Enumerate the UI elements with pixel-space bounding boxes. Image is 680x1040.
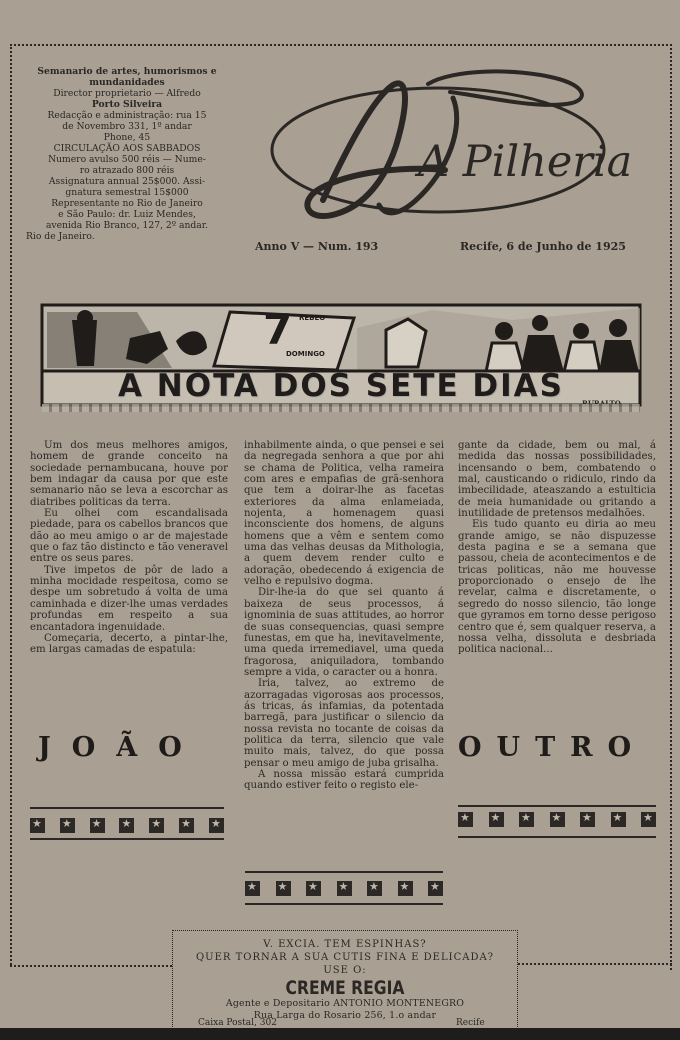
issue-number: Anno V — Num. 193	[255, 240, 379, 253]
star-ornament-icon	[90, 818, 105, 833]
dotted-border-top	[10, 44, 672, 46]
star-ornament-icon	[306, 881, 321, 896]
star-ornament-icon	[428, 881, 443, 896]
ad-agent-text: Agente e Depositario ANTONIO MONTENEGRO	[225, 998, 465, 1009]
star-ornament-icon	[489, 812, 504, 827]
ad-city: Recife	[456, 1018, 485, 1028]
star-ornament-icon	[580, 812, 595, 827]
masthead-line: Numero avulso 500 réis — Nume-	[48, 154, 206, 165]
masthead-info	[26, 66, 228, 242]
creme-regia-ad	[172, 930, 518, 1029]
masthead-line: avenida Rio Branco, 127, 2º andar.	[45, 220, 209, 231]
ornament-rule	[30, 807, 224, 809]
article-column-1	[30, 440, 228, 656]
star-ornament-icon	[245, 881, 260, 896]
article-paragraph: inhabilmente ainda, o que pensei e sei da negregada senhora a que por ahi se chama de Politica, velha rameira com ares e empafias de grã-senhora que tem a doirar-lhe as facetas exteriores da alma enlameiada, nojenta, a homenagem quasi inconsciente dos homens, de alguns homens que a vêm e sentem como uma das velhas deusas da Mithologia, a quem devem render culto e adoração, obedecendo á exigencia de velho e repulsivo dogma.	[244, 440, 444, 588]
star-ornament-icon	[179, 818, 194, 833]
star-ornament-icon	[209, 818, 224, 833]
ornament-rule	[245, 903, 443, 905]
star-ornament-icon	[149, 818, 164, 833]
article-column-2	[244, 440, 444, 792]
article-paragraph: Eis tudo quanto eu diria ao meu grande amigo, se não dispuzesse desta pagina e se a semana que passou, cheia de acontecimentos e de tricas politicas, não me houvesse proporcionado o ensejo de lhe revelar, calma e discretamente, o segredo do nosso silencio, tão longe que gyramos em torno desse perigoso centro que é, sem qualquer reserva, a nossa velha, dissoluta e desbriada politica nacional...	[458, 519, 656, 656]
article-column-3	[458, 440, 656, 656]
ornament-rule	[458, 836, 656, 838]
logo-title: A Pilheria	[418, 137, 633, 187]
signature-joao: JOÃO	[38, 732, 203, 763]
article-paragraph: Tive impetos de pôr de lado a minha mocidade respeitosa, como se despe um sobretudo á volta de uma caminhada e dizer-lhe umas verdades profundas em respeito a sua encantadora ingenuidade.	[30, 564, 228, 633]
masthead-line: CIRCULAÇÃO AOS SABBADOS	[53, 143, 201, 154]
masthead-line: Redacção e administração: rua 15	[47, 110, 207, 121]
masthead-line: Porto Silveira	[91, 99, 163, 110]
scan-bottom-band	[0, 1028, 680, 1040]
section-title: A NOTA DOS SETE DIAS	[117, 368, 564, 404]
masthead-line: Rio de Janeiro.	[26, 231, 95, 242]
star-ornament-icon	[119, 818, 134, 833]
star-ornament-row-center	[245, 881, 443, 896]
star-ornament-icon	[458, 812, 473, 827]
star-ornament-row-right	[458, 812, 656, 827]
star-ornament-icon	[550, 812, 565, 827]
ad-use-text: USE O:	[323, 965, 367, 976]
masthead-line: ro atrazado 800 réis	[79, 165, 175, 176]
publication-logo	[268, 58, 633, 238]
ad-brand-name: CREME REGIA	[285, 977, 405, 999]
article-paragraph: Um dos meus melhores amigos, homem de grande conceito na sociedade pernambucana, houve por bem indagar da causa por que este semanario não se leva a escorchar as diatribes politicas da terra.	[30, 440, 228, 508]
calendar-word-bottom: DOMINGO	[286, 350, 325, 358]
star-ornament-icon	[519, 812, 534, 827]
banner-number: 7	[263, 305, 293, 354]
ornament-rule	[30, 838, 224, 840]
star-ornament-icon	[641, 812, 656, 827]
masthead-line: Assignatura annual 25$000. Assi-	[48, 176, 206, 187]
ad-address-text: Rua Larga do Rosario 256, 1.o andar	[253, 1010, 437, 1021]
dotted-border-right	[670, 44, 672, 970]
masthead-line: mundanidades	[89, 77, 165, 88]
star-ornament-icon	[337, 881, 352, 896]
article-paragraph: Dir-lhe-ia do que sei quanto á baixeza de seus processos, á ignominia de suas attitudes, ao horror de suas consequencias, quasi sempre funestas, em que ha, inevitavelmente, uma queda irremediavel, uma queda fragorosa, aniquiladora, tombando sempre a vida, o caracter ou a honra.	[244, 587, 444, 678]
signature-outro: OUTRO	[458, 732, 647, 763]
calendar-word-top: REBEO	[299, 314, 326, 322]
masthead-line: Representante no Rio de Janeiro	[51, 198, 203, 209]
ad-caixa-postal: Caixa Postal, 302	[198, 1018, 277, 1028]
masthead-line: e São Paulo: dr. Luiz Mendes,	[58, 209, 196, 220]
star-ornament-icon	[367, 881, 382, 896]
banner-divider	[42, 404, 640, 412]
masthead-line: Semanario de artes, humorismos e	[37, 66, 217, 77]
star-ornament-icon	[611, 812, 626, 827]
star-ornament-icon	[30, 818, 45, 833]
ad-question-2: QUER TORNAR A SUA CUTIS FINA E DELICADA?	[195, 952, 495, 963]
star-ornament-row-left	[30, 818, 224, 833]
ornament-rule	[245, 871, 443, 873]
article-paragraph: gante da cidade, bem ou mal, á medida das nossas possibilidades, incensando o bem, combatendo o mal, causticando o ridiculo, rindo da imbecilidade, ateaszando a estulticia de meia humanidade ou gritando a inutilidade de pretensos medalhões.	[458, 440, 656, 520]
ad-question-1: V. EXCIA. TEM ESPINHAS?	[263, 939, 427, 950]
dotted-border-bottom-left	[10, 965, 172, 967]
star-ornament-icon	[60, 818, 75, 833]
article-paragraph: Iria, talvez, ao extremo de azorragadas vigorosas aos processos, ás tricas, ás infamias, da potentada barregã, para justificar o silencio da nossa revista no tocante de coisas da politica da terra, silencio que vale muito mais, talvez, do que possa pensar o meu amigo de juba grisalha.	[244, 678, 444, 769]
star-ornament-icon	[398, 881, 413, 896]
article-paragraph: Começaria, decerto, a pintar-lhe, em largas camadas de espatula:	[30, 632, 228, 656]
star-ornament-icon	[276, 881, 291, 896]
dotted-border-left	[10, 44, 12, 965]
masthead-line: Director proprietario — Alfredo	[53, 88, 201, 99]
masthead-line: de Novembro 331, 1º andar	[62, 121, 192, 132]
masthead-line: gnatura semestral 15$000	[65, 187, 189, 198]
masthead-line: Phone, 45	[103, 132, 151, 143]
dotted-border-bottom-right	[518, 963, 672, 965]
issue-date: Recife, 6 de Junho de 1925	[460, 240, 626, 253]
article-paragraph: Eu olhei com escandalisada piedade, para os cabellos brancos que dão ao meu amigo o ar de majestade que o faz tão distincto e tão veneravel entre os seus pares.	[30, 508, 228, 565]
article-paragraph: A nossa missão estará cumprida quando estiver feito o registo ele-	[244, 768, 444, 792]
ornament-rule	[458, 805, 656, 807]
